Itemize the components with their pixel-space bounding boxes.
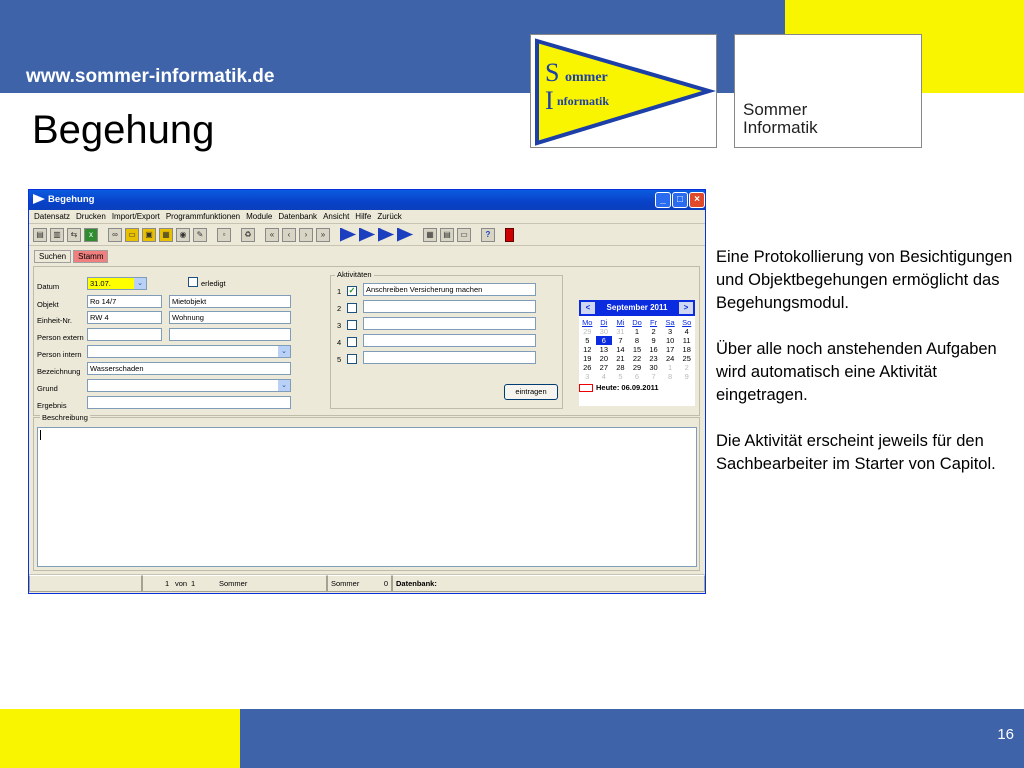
activity-checkbox[interactable] [347, 337, 357, 347]
calendar-day[interactable]: 8 [634, 336, 640, 345]
calendar-header [579, 300, 695, 316]
calendar-weekday: Di [600, 318, 608, 327]
logo2-line1: Sommer [743, 100, 808, 119]
calendar-day[interactable]: 14 [616, 345, 625, 354]
menu-datensatz[interactable]: Datensatz [34, 212, 71, 221]
window-title: Begehung [48, 194, 95, 205]
chevron-down-icon[interactable]: ⌄ [278, 380, 290, 391]
status-pane-2 [142, 575, 327, 592]
close-button[interactable]: × [689, 192, 705, 208]
menu-zurueck[interactable]: Zurück [377, 212, 402, 221]
calendar-day[interactable]: 8 [668, 372, 673, 381]
calendar-day[interactable]: 4 [601, 372, 606, 381]
footer-bar [240, 709, 1024, 768]
calendar-day[interactable]: 21 [616, 354, 625, 363]
activity-field[interactable] [363, 317, 536, 330]
einheit-type-field[interactable]: Wohnung [169, 311, 291, 324]
status-position: 1 [165, 579, 170, 588]
print-preview-icon[interactable]: ▥ [50, 228, 64, 242]
globe-icon[interactable]: ◉ [176, 228, 190, 242]
calendar-day[interactable]: 29 [632, 363, 642, 372]
datum-label: Datum [37, 282, 60, 291]
calendar-day[interactable]: 6 [596, 336, 613, 345]
description-paragraph: Die Aktivität erscheint jeweils für den Sachbearbeiter im Starter von Capitol. [716, 432, 996, 473]
status-count: 0 [383, 579, 388, 588]
transfer-icon[interactable]: ⇆ [67, 228, 81, 242]
page-number: 16 [997, 726, 1014, 743]
menu-import-export[interactable]: Import/Export [111, 212, 160, 221]
calendar-day[interactable]: 17 [665, 345, 675, 354]
calendar-day[interactable]: 11 [682, 336, 691, 345]
calendar-day[interactable]: 30 [599, 327, 609, 336]
objekt-type-field[interactable]: Mietobjekt [169, 295, 291, 308]
exit-icon[interactable] [505, 228, 514, 242]
logo-line1: ommer [565, 70, 608, 85]
calendar-day[interactable]: 25 [682, 354, 691, 363]
tab-suchen[interactable]: Suchen [34, 250, 71, 263]
calendar-day[interactable]: 5 [585, 336, 590, 345]
calendar-day[interactable]: 2 [651, 327, 656, 336]
calendar [579, 300, 695, 406]
menu-programmfunktionen[interactable]: Programmfunktionen [165, 212, 241, 221]
menu-bar [29, 210, 705, 224]
grund-select[interactable] [87, 379, 291, 392]
activity-num: 4 [337, 338, 342, 347]
activity-num: 5 [337, 355, 342, 364]
calendar-day[interactable]: 12 [583, 345, 592, 354]
datum-field[interactable]: 31.07. ⌄ [87, 277, 147, 290]
bezeichnung-label: Bezeichnung [37, 367, 81, 376]
calendar-prev-icon[interactable]: < [581, 302, 595, 314]
calendar-day[interactable]: 2 [684, 363, 689, 372]
calendar-day[interactable]: 4 [684, 327, 689, 336]
last-record-icon[interactable]: » [316, 228, 330, 242]
calendar-day[interactable]: 28 [616, 363, 625, 372]
status-user: Sommer [219, 579, 248, 588]
eintragen-button[interactable]: eintragen [504, 384, 558, 400]
previous-record-icon[interactable]: ‹ [282, 228, 296, 242]
next-record-icon[interactable]: › [299, 228, 313, 242]
slide-title: Begehung [32, 108, 215, 152]
calendar-weekday: Mi [616, 318, 625, 327]
menu-hilfe[interactable]: Hilfe [355, 212, 372, 221]
activity-field[interactable] [363, 334, 536, 347]
calendar-day[interactable]: 5 [618, 372, 623, 381]
person-extern-label: Person extern [37, 333, 84, 342]
ergebnis-label: Ergebnis [37, 401, 67, 410]
person-intern-label: Person intern [37, 350, 82, 359]
calendar-day[interactable]: 30 [649, 363, 658, 372]
calendar-day[interactable]: 1 [668, 363, 673, 372]
objekt-field[interactable]: Ro 14/7 [87, 295, 162, 308]
description-paragraph: Eine Protokollierung von Besichtigungen und Objektbegehungen ermöglicht das Begehungsmodul. [716, 248, 1013, 312]
calendar-day[interactable]: 13 [599, 345, 609, 354]
menu-datenbank[interactable]: Datenbank [278, 212, 318, 221]
begehung-window [28, 189, 706, 594]
calendar-day[interactable]: 9 [651, 336, 656, 345]
menu-drucken[interactable]: Drucken [76, 212, 106, 221]
calendar-day[interactable]: 15 [632, 345, 642, 354]
calendar-day[interactable]: 26 [583, 363, 592, 372]
calendar-weekday: Do [632, 318, 642, 327]
erledigt-checkbox[interactable] [188, 277, 198, 287]
calendar-day[interactable]: 9 [684, 372, 689, 381]
table-icon[interactable]: ▦ [423, 228, 437, 242]
logo-i: I [545, 86, 554, 115]
activity-checkbox[interactable] [347, 354, 357, 364]
save-icon[interactable]: ▫ [217, 228, 231, 242]
calendar-weekday: Fr [650, 318, 658, 327]
activity-num: 3 [337, 321, 342, 330]
activity-num: 1 [337, 287, 342, 296]
calendar-day[interactable]: 3 [668, 327, 673, 336]
activity-field[interactable] [363, 300, 536, 313]
description [716, 246, 1016, 499]
logo-s: S [545, 58, 560, 87]
window-titlebar[interactable] [29, 190, 705, 210]
calendar-day[interactable]: 10 [665, 336, 675, 345]
calendar-day[interactable]: 22 [632, 354, 642, 363]
menu-module[interactable]: Module [246, 212, 273, 221]
first-record-icon[interactable]: « [265, 228, 279, 242]
excel-icon[interactable]: x [84, 228, 98, 242]
activity-num: 2 [337, 304, 342, 313]
calendar-day[interactable]: 7 [618, 336, 623, 345]
beschreibung-title: Beschreibung [42, 413, 88, 422]
nav-arrow-icon-4[interactable] [397, 228, 413, 242]
activity-checkbox[interactable] [347, 303, 357, 313]
status-pane-1 [29, 575, 142, 592]
einheit-field[interactable]: RW 4 [87, 311, 162, 324]
calendar-day[interactable]: 7 [651, 372, 656, 381]
text-logo [734, 34, 922, 148]
person-extern-name-field[interactable] [169, 328, 291, 341]
calendar-day[interactable]: 16 [649, 345, 658, 354]
status-total: 1 [191, 579, 196, 588]
folder-icon[interactable]: ▭ [125, 228, 139, 242]
calendar-day[interactable]: 18 [682, 345, 691, 354]
description-paragraph: Über alle noch anstehenden Aufgaben wird automatisch eine Aktivität eingetragen. [716, 340, 997, 404]
calendar-next-icon[interactable]: > [679, 302, 693, 314]
beschreibung-panel [33, 413, 700, 571]
nav-arrow-icon-1[interactable] [340, 228, 356, 242]
activity-checkbox[interactable]: ✓ [348, 286, 356, 295]
binoculars-icon[interactable]: ∞ [108, 228, 122, 242]
nav-arrow-icon-2[interactable] [359, 228, 375, 242]
footer-accent [0, 709, 240, 768]
calendar-today[interactable] [579, 383, 695, 392]
activity-checkbox[interactable] [347, 320, 357, 330]
edit-icon[interactable]: ✎ [193, 228, 207, 242]
logo-line2: nformatik [557, 94, 609, 108]
status-von: von [175, 579, 188, 588]
objekt-label: Objekt [37, 300, 59, 309]
calendar-day[interactable]: 24 [665, 354, 675, 363]
ergebnis-field[interactable] [87, 396, 291, 409]
calendar-day[interactable]: 27 [599, 363, 609, 372]
beschreibung-textarea[interactable] [37, 427, 697, 567]
status-datenbank: Datenbank: [396, 579, 437, 588]
tab-strip [34, 250, 108, 263]
calendar-day[interactable]: 23 [649, 354, 658, 363]
calendar-day[interactable]: 1 [634, 327, 640, 336]
person-extern-field[interactable] [87, 328, 162, 341]
calendar-day[interactable]: 6 [634, 372, 640, 381]
calendar-day[interactable]: 20 [599, 354, 609, 363]
status-user2: Sommer [331, 579, 360, 588]
nav-arrow-icon-3[interactable] [378, 228, 394, 242]
grund-label: Grund [37, 384, 58, 393]
aktivitaeten-group [330, 270, 563, 409]
calendar-weekday: Mo [582, 318, 593, 327]
erledigt-label: erledigt [201, 279, 226, 288]
calendar-weekday: So [682, 318, 692, 327]
minimize-button[interactable]: _ [655, 192, 671, 208]
status-bar [29, 574, 705, 593]
chevron-down-icon[interactable]: ⌄ [278, 346, 290, 357]
calendar-day[interactable]: 31 [616, 327, 625, 336]
activity-field[interactable]: Anschreiben Versicherung machen [363, 283, 536, 296]
help-icon[interactable]: ? [481, 228, 495, 242]
logo2-line2: Informatik [743, 118, 818, 137]
chevron-down-icon[interactable]: ⌄ [134, 278, 146, 289]
document-icon[interactable]: ▤ [440, 228, 454, 242]
calendar-weekday: Sa [665, 318, 675, 327]
status-pane-4 [392, 575, 705, 592]
calendar-today-label: Heute: 06.09.2011 [596, 383, 659, 392]
activity-field[interactable] [363, 351, 536, 364]
pennant-logo [530, 34, 717, 148]
recycle-icon[interactable]: ♻ [241, 228, 255, 242]
form-panel [33, 266, 700, 416]
maximize-button[interactable]: □ [672, 192, 688, 208]
calendar-days [579, 327, 695, 381]
einheit-label: Einheit-Nr. [37, 316, 73, 325]
status-pane-3 [327, 575, 392, 592]
calendar-month: September 2011 [606, 303, 668, 312]
print-icon[interactable]: ▤ [33, 228, 47, 242]
card-icon[interactable]: ▭ [457, 228, 471, 242]
calendar-day[interactable]: 29 [583, 327, 592, 336]
toolbar [29, 224, 705, 246]
person-intern-select[interactable] [87, 345, 291, 358]
bezeichnung-field[interactable]: Wasserschaden [87, 362, 291, 375]
notes-icon[interactable]: ▦ [159, 228, 173, 242]
today-marker [579, 384, 593, 392]
image-icon[interactable]: ▣ [142, 228, 156, 242]
menu-ansicht[interactable]: Ansicht [323, 212, 350, 221]
site-url: www.sommer-informatik.de [26, 66, 275, 87]
calendar-weekdays [579, 318, 695, 327]
calendar-day[interactable]: 3 [585, 372, 590, 381]
app-icon [33, 194, 45, 204]
tab-stamm[interactable]: Stamm [73, 250, 108, 263]
aktivitaeten-title: Aktivitäten [337, 270, 372, 279]
calendar-day[interactable]: 19 [583, 354, 592, 363]
